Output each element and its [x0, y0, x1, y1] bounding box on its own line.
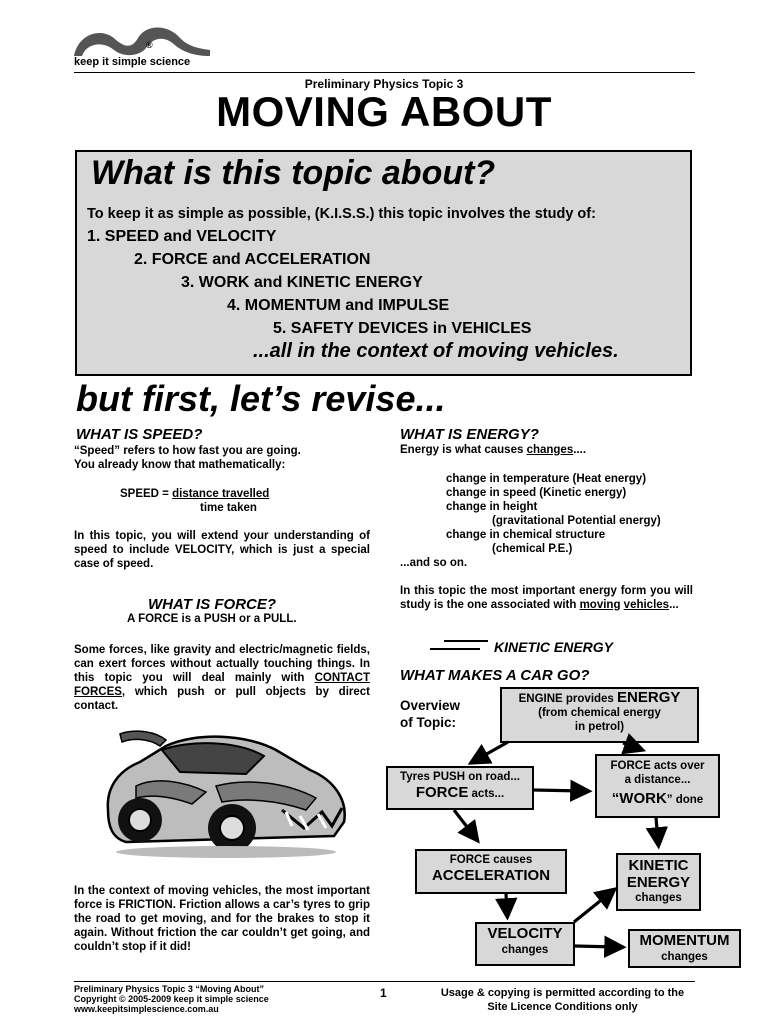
- topic-intro-box: [75, 150, 692, 376]
- engine-provides-text: ENGINE provides: [518, 693, 618, 705]
- energy-paragraph: [400, 584, 693, 612]
- formula-numerator: distance travelled: [172, 488, 270, 500]
- energy-list-item: (chemical P.E.): [492, 543, 573, 555]
- energy-list-item: (gravitational Potential energy): [492, 515, 661, 527]
- done-text: ” done: [666, 794, 704, 806]
- engine-box-line: (from chemical energy: [538, 707, 661, 719]
- velocity-term: VELOCITY: [487, 925, 563, 942]
- footer-line: Copyright © 2005-2009 keep it simple science: [74, 994, 269, 1004]
- speed-paragraph: In this topic, you will extend your understanding of speed to include VELOCITY, which is just a special case of speed.: [74, 530, 370, 570]
- intro-item: 3. WORK and KINETIC ENERGY: [181, 274, 423, 291]
- formula-denominator: time taken: [200, 502, 257, 514]
- changes-term: changes: [526, 444, 574, 456]
- arrow-tyres-to-acceleration: [454, 810, 474, 836]
- friction-paragraph: In the context of moving vehicles, the most important force is FRICTION. Friction allows a car’s tyres to grip the road to get moving, and for the brakes to stop it again. Without friction the car couldn’t get going, and couldn’t stop if it did!: [74, 885, 370, 953]
- force-paragraph: [74, 643, 370, 713]
- kiss-logo-icon: [72, 20, 212, 58]
- tyres-box-line: Tyres PUSH on road...: [400, 771, 520, 783]
- kinetic-changes-text: changes: [635, 892, 682, 904]
- page-title: MOVING ABOUT: [216, 88, 552, 135]
- arrow-work-to-kinetic: [656, 818, 658, 840]
- energy-term: ENERGY: [617, 689, 681, 706]
- energy-list-item: change in temperature (Heat energy): [446, 473, 647, 485]
- intro-item: 2. FORCE and ACCELERATION: [134, 251, 371, 268]
- energy-list-item: change in chemical structure: [446, 529, 606, 541]
- flow-arrows: [380, 680, 768, 980]
- energy-line-dots: ....: [573, 444, 587, 456]
- energy-list-item: change in speed (Kinetic energy): [446, 487, 627, 499]
- energy-heading: WHAT IS ENERGY?: [400, 426, 539, 443]
- topic-subtitle: Preliminary Physics Topic 3: [304, 77, 464, 91]
- force-para-text-end: , which push or pull objects by direct contact.: [74, 686, 370, 712]
- kinetic-energy-label: KINETIC ENERGY: [494, 639, 614, 655]
- energy-line: [400, 443, 586, 457]
- arrow-velocity-to-kinetic: [574, 893, 610, 922]
- energy-para-dots: ...: [669, 599, 679, 611]
- speed-line-2: You already know that mathematically:: [74, 459, 286, 471]
- acceleration-term: ACCELERATION: [431, 867, 551, 884]
- car-heading: WHAT MAKES A CAR GO?: [400, 667, 590, 684]
- work-term: “WORK: [611, 790, 667, 807]
- intro-context: ...all in the context of moving vehicles.: [253, 340, 619, 362]
- arrow-tyres-to-work: [534, 790, 583, 791]
- momentum-changes-text: changes: [661, 951, 708, 963]
- footer-line: Preliminary Physics Topic 3 “Moving About”: [74, 984, 265, 994]
- arrow-engine-to-work: [623, 743, 637, 748]
- contact-forces-term: CONTACT FORCES: [74, 672, 370, 698]
- formula-lhs: SPEED =: [120, 488, 173, 500]
- engine-box-line: in petrol): [574, 721, 625, 733]
- page-number: 1: [380, 986, 387, 1000]
- equals-lines-icon: [430, 638, 490, 652]
- footer-left: [74, 984, 269, 1014]
- arrow-acceleration-to-velocity: [506, 894, 507, 911]
- footer-line: www.keepitsimplescience.com.au: [74, 1004, 219, 1014]
- force-term: FORCE: [415, 784, 469, 801]
- intro-item: 5. SAFETY DEVICES in VEHICLES: [273, 320, 532, 337]
- intro-question: What is this topic about?: [91, 154, 496, 192]
- energy-and-so-on: ...and so on.: [400, 557, 468, 569]
- footer-licence-line: Site Licence Conditions only: [487, 1001, 638, 1013]
- arrow-velocity-to-momentum: [575, 946, 617, 947]
- logo-text: keep it simple science: [74, 56, 191, 68]
- kinetic-term: KINETIC: [628, 857, 689, 874]
- accel-box-line: FORCE causes: [449, 854, 533, 866]
- acts-text: acts...: [468, 788, 505, 800]
- energy-para-text: In this topic the most important energy form you will study is the one associated with: [400, 585, 693, 611]
- revise-heading: but first, let’s revise...: [76, 378, 446, 419]
- velocity-changes-text: changes: [501, 944, 549, 956]
- force-subheading: A FORCE is a PUSH or a PULL.: [127, 613, 297, 625]
- energy-term-2: ENERGY: [626, 874, 691, 891]
- footer-right: [420, 986, 705, 1014]
- work-box-line: FORCE acts over: [610, 760, 705, 772]
- moving-term: moving: [579, 599, 621, 611]
- force-heading: WHAT IS FORCE?: [148, 596, 277, 613]
- work-box-line: a distance...: [624, 774, 691, 786]
- header-rule: [74, 72, 695, 73]
- intro-lead: To keep it as simple as possible, (K.I.S.S.) this topic involves the study of:: [87, 206, 596, 222]
- cartoon-car-illustration: [96, 726, 356, 860]
- intro-item: 1. SPEED and VELOCITY: [87, 228, 277, 245]
- momentum-term: MOMENTUM: [639, 932, 730, 949]
- footer-licence-line: Usage & copying is permitted according to the: [440, 987, 685, 999]
- vehicles-term: vehicles: [623, 599, 670, 611]
- speed-heading: WHAT IS SPEED?: [76, 426, 203, 443]
- arrow-engine-to-tyres: [476, 742, 508, 760]
- logo-registered-mark: ®: [146, 40, 153, 50]
- intro-item: 4. MOMENTUM and IMPULSE: [227, 297, 450, 314]
- footer-rule: [74, 981, 695, 982]
- overview-line: of Topic:: [400, 715, 456, 730]
- speed-formula: [120, 487, 269, 501]
- force-para-text: Some forces, like gravity and electric/magnetic fields, can exert forces without actually touching things. In this topic you will deal mainly with: [74, 644, 370, 684]
- energy-list-item: change in height: [446, 501, 538, 513]
- overview-line: Overview: [400, 698, 461, 713]
- energy-line-text: Energy is what causes: [400, 444, 527, 456]
- speed-line-1: “Speed” refers to how fast you are going.: [74, 445, 301, 457]
